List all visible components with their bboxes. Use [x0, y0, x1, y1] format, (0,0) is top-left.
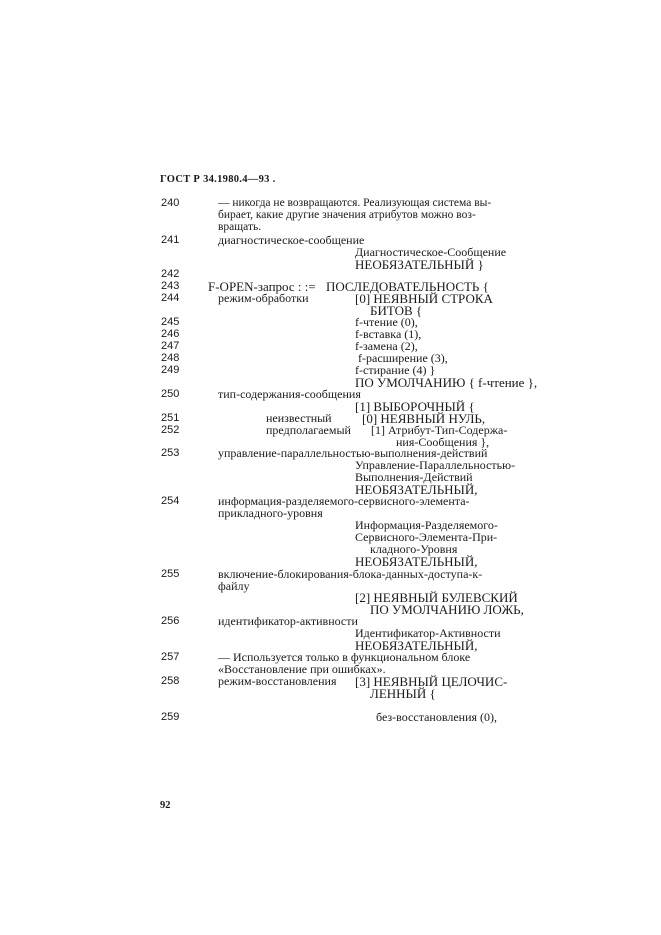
line-number: 240 — [161, 197, 180, 209]
line-number: 246 — [161, 328, 180, 340]
choice-name: предполагаемый — [266, 423, 351, 437]
field-type: Управление-Параллельностью- — [355, 458, 516, 472]
choice-type: [0] НЕЯВНЫЙ НУЛЬ, — [362, 411, 486, 426]
line-number: 256 — [161, 615, 180, 627]
page-number: 92 — [160, 800, 171, 811]
field-type: кладного-Уровня — [370, 542, 458, 556]
enum-value: без-восстановления (0), — [376, 710, 498, 724]
field-type: Информация-Разделяемого- — [355, 518, 498, 532]
line-number: 255 — [161, 568, 180, 580]
note-line: — Используется только в функциональном блоке — [218, 650, 471, 664]
line-number: 253 — [161, 447, 180, 459]
field-type: [1] ВЫБОРОЧНЫЙ { — [355, 399, 475, 414]
line-number: 259 — [161, 711, 180, 723]
line-number: 250 — [161, 388, 180, 400]
line-number: 247 — [161, 340, 180, 352]
line-number: 249 — [161, 364, 180, 376]
field-type: Диагностическое-Сообщение — [355, 245, 507, 259]
line-number: 258 — [161, 675, 180, 687]
enum-value: f-расширение (3), — [358, 351, 448, 365]
enum-value: f-вставка (1), — [355, 327, 422, 341]
enum-value: f-стирание (4) } — [355, 363, 436, 377]
field-type: ЛЕННЫЙ { — [370, 686, 436, 701]
note-line: «Восстановление при ошибках». — [218, 662, 386, 676]
note-line: бирает, какие другие значения атрибутов можно воз- — [218, 209, 476, 221]
line-number: 257 — [161, 651, 180, 663]
enum-value: f-чтение (0), — [355, 315, 418, 329]
optional-keyword: НЕОБЯЗАТЕЛЬНЫЙ, — [355, 554, 478, 569]
choice-type: [1] Атрибут-Тип-Содержа- — [371, 423, 508, 437]
line-number: 251 — [161, 412, 180, 424]
field-name: включение-блокирования-блока-данных-доступа-к- — [218, 567, 483, 581]
line-number: 244 — [161, 292, 180, 304]
optional-keyword: НЕОБЯЗАТЕЛЬНЫЙ } — [355, 257, 484, 272]
line-number: 248 — [161, 352, 180, 364]
field-type: Выполнения-Действий — [355, 470, 473, 484]
line-number: 242 — [161, 268, 180, 280]
field-name: диагностическое-сообщение — [218, 233, 365, 247]
field-name: идентификатор-активности — [218, 614, 358, 628]
optional-keyword: НЕОБЯЗАТЕЛЬНЫЙ, — [355, 482, 478, 497]
line-number: 243 — [161, 280, 180, 292]
line-number: 245 — [161, 316, 180, 328]
choice-type: ния-Сообщения }, — [396, 435, 490, 449]
field-type: [0] НЕЯВНЫЙ СТРОКА — [355, 291, 493, 306]
field-name: управление-параллельностью-выполнения-действий — [218, 446, 488, 460]
line-number: 252 — [161, 424, 180, 436]
sequence-keyword: ПОСЛЕДОВАТЕЛЬНОСТЬ { — [326, 279, 489, 294]
field-name: файлу — [218, 579, 250, 593]
enum-value: f-замена (2), — [355, 339, 418, 353]
default-clause: ПО УМОЛЧАНИЮ { f-чтение }, — [355, 375, 538, 390]
field-type: БИТОВ { — [370, 303, 423, 318]
optional-keyword: НЕОБЯЗАТЕЛЬНЫЙ, — [355, 638, 478, 653]
field-name: режим-обработки — [218, 291, 309, 305]
line-number: 254 — [161, 495, 180, 507]
line-number: 241 — [161, 234, 180, 246]
note-line: вращать. — [218, 221, 262, 233]
field-name: прикладного-уровня — [218, 506, 323, 520]
note-line: — никогда не возвращаются. Реализующая система вы- — [218, 197, 492, 209]
type-name: F-OPEN-запрос : := — [208, 279, 316, 294]
field-type: Идентификатор-Активности — [355, 626, 501, 640]
running-header: ГОСТ Р 34.1980.4—93 . — [160, 174, 276, 185]
default-clause: ПО УМОЛЧАНИЮ ЛОЖЬ, — [370, 602, 524, 617]
choice-name: неизвестный — [266, 411, 332, 425]
field-name: режим-восстановления — [218, 674, 337, 688]
field-type: [2] НЕЯВНЫЙ БУЛЕВСКИЙ — [355, 590, 518, 605]
field-type: [3] НЕЯВНЫЙ ЦЕЛОЧИС- — [355, 674, 508, 689]
field-name: тип-содержания-сообщения — [218, 387, 361, 401]
field-name: информация-разделяемого-сервисного-элемента- — [218, 494, 470, 508]
field-type: Сервисного-Элемента-При- — [355, 530, 498, 544]
